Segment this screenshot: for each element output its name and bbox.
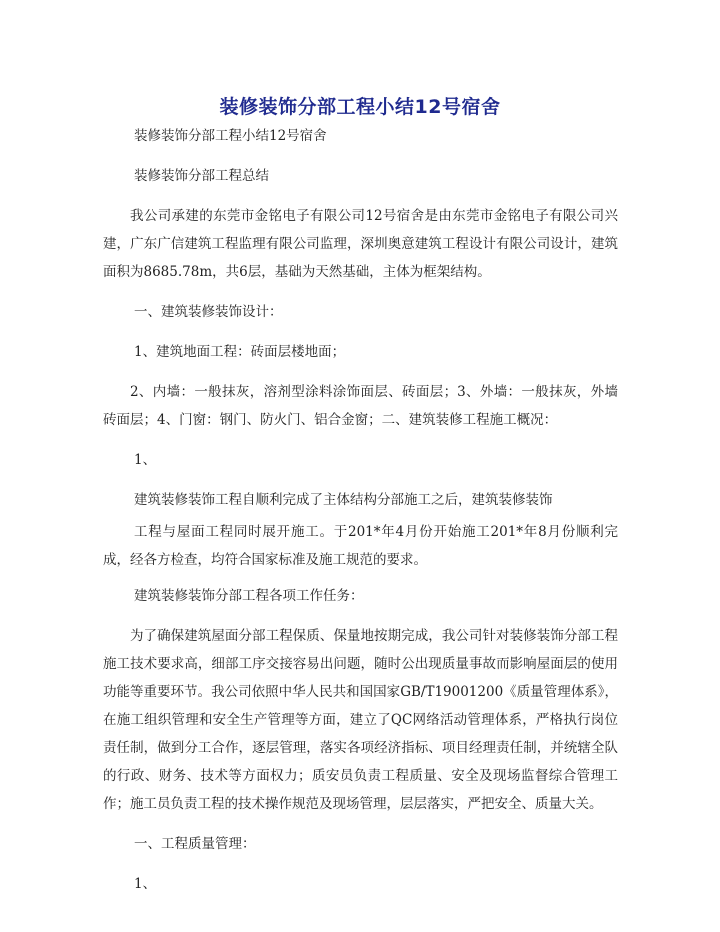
paragraph-summary-heading: 装修装饰分部工程总结 (134, 168, 269, 184)
paragraph-item-1-quality: 1、 (134, 876, 157, 892)
paragraph-tasks: 为了确保建筑屋面分部工程保质、保量地按期完成，我公司针对装修装饰分部工程施工技术要求高，细部工序交接容易出问题，随时公出现质量事故而影响屋面层的使用功能等重要环节。我公司依照中华人民共和国国家GB/T19001200《质量管理体系》，在施工组织管理和安全生产管理等方面，建立了QC网络活动管理体系，严格执行岗位责任制，做到分工合作，逐层管理，落实各项经济指标、项目经理责任制，并统辖全队的行政、财务、技术等方面权力；质安员负责工程质量、安全及现场监督综合管理工作；施工员负责工程的技术操作规范及现场管理，层层落实，严把安全、质量大关。 (103, 628, 618, 812)
paragraph-subtitle: 装修装饰分部工程小结12号宿舍 (134, 128, 327, 144)
paragraph-walls: 2、内墙：一般抹灰，溶剂型涂料涂饰面层、砖面层；3、外墙：一般抹灰，外墙砖面层；4、门窗：钢门、防火门、铝合金窗；二、建筑装修工程施工概况： (103, 384, 618, 428)
document-body (103, 122, 618, 906)
paragraph-progress: 工程与屋面工程同时展开施工。于201*年4月份开始施工201*年8月份顺利完成，经各方检查，均符合国家标准及施工规范的要求。 (103, 524, 618, 568)
section-heading-quality: 一、工程质量管理： (134, 836, 256, 852)
paragraph-floor: 1、建筑地面工程：砖面层楼地面； (134, 344, 346, 360)
paragraph-intro: 我公司承建的东莞市金铭电子有限公司12号宿舍是由东莞市金铭电子有限公司兴建，广东广信建筑工程监理有限公司监理，深圳奥意建筑工程设计有限公司设计，建筑面积为8685.78m，共6层，基础为天然基础，主体为框架结构。 (103, 208, 618, 280)
section-heading-design: 一、建筑装修装饰设计： (134, 304, 283, 320)
paragraph-item-1: 1、 (134, 452, 157, 468)
paragraph-progress-start: 建筑装修装饰工程自顺利完成了主体结构分部施工之后，建筑装修装饰 (134, 492, 553, 508)
document-title: 装修装饰分部工程小结12号宿舍 (219, 96, 501, 118)
section-heading-tasks: 建筑装修装饰分部工程各项工作任务： (134, 588, 364, 604)
